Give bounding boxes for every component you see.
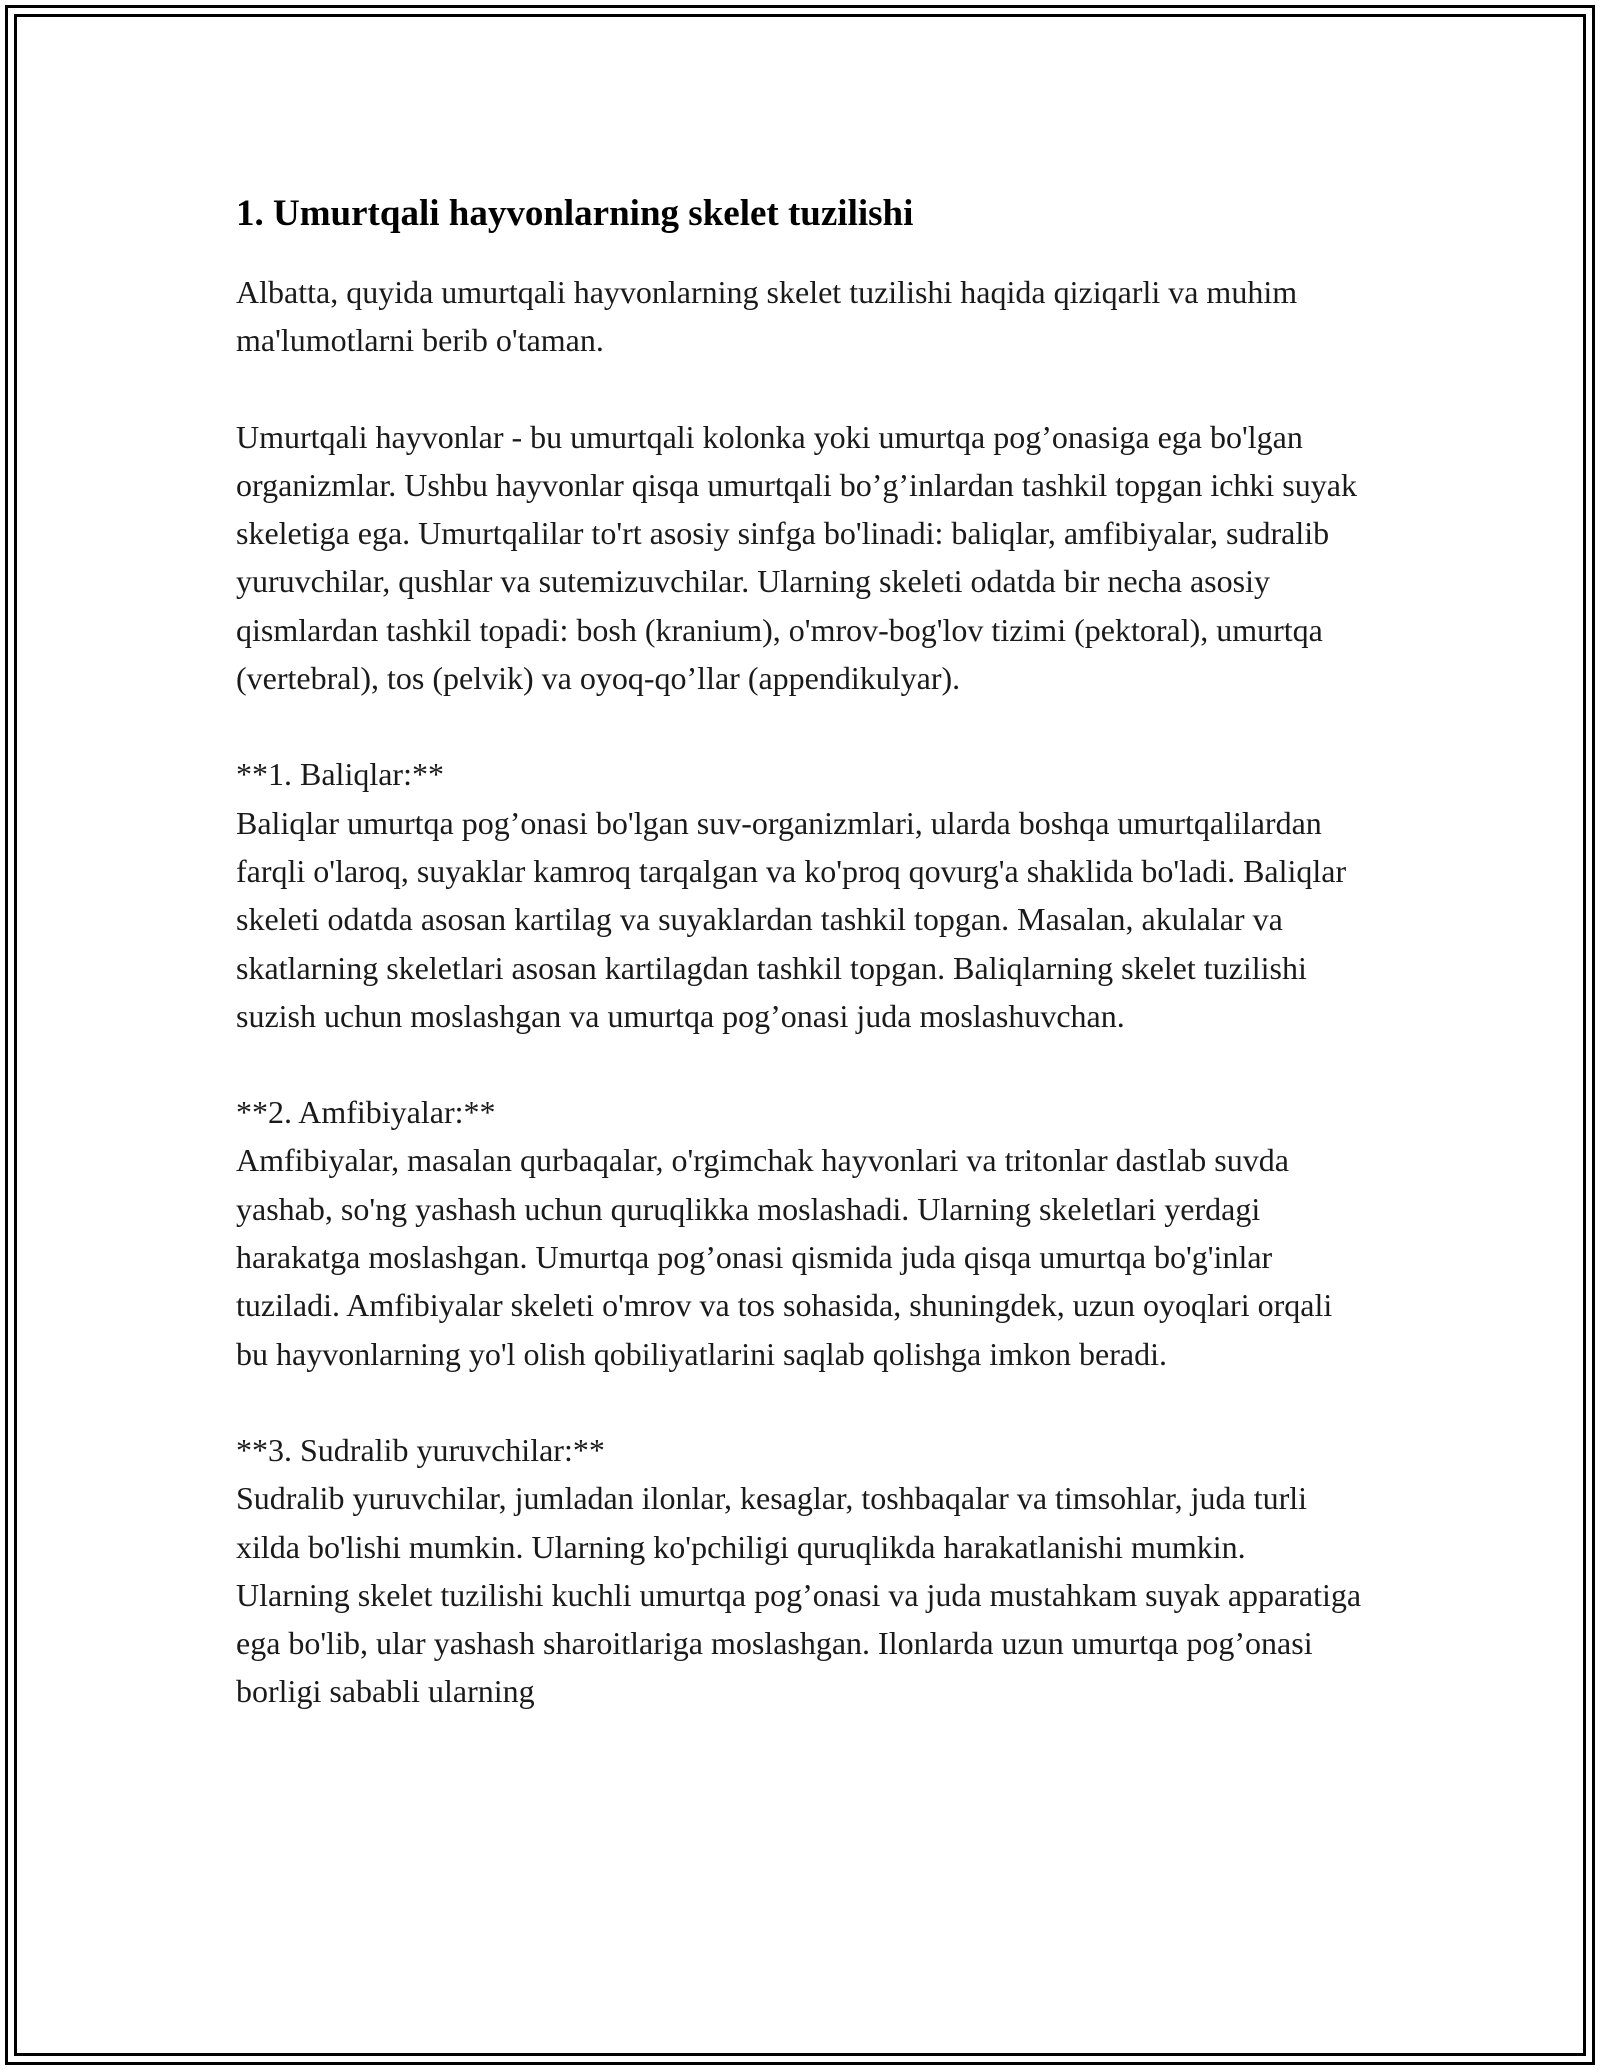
intro-paragraph: Albatta, quyida umurtqali hayvonlarning skelet tuzilishi haqida qiziqarli va muhim ma'lumotlarni berib o'taman. (236, 274, 1298, 359)
section-heading: **1. Baliqlar:** (236, 756, 444, 793)
section-reptiles (236, 1426, 1366, 1716)
section-heading: **2. Amfibiyalar:** (236, 1094, 496, 1131)
section-body: Baliqlar umurtqa pog’onasi bo'lgan suv-organizmlari, ularda boshqa umurtqalilardan farqli o'laroq, suyaklar kamroq tarqalgan va ko'proq qovurg'a shaklida bo'ladi. Baliqlar skeleti odatda asosan kartilag va suyaklardan tashkil topgan. Masalan, akulalar va skatlarning skeletlari asosan kartilagdan tashkil topgan. Baliqlarning skelet tuzilishi suzish uchun moslashgan va umurtqa pog’onasi juda moslashuvchan. (236, 804, 1347, 1034)
section-heading: **3. Sudralib yuruvchilar:** (236, 1431, 605, 1468)
document-title: 1. Umurtqali hayvonlarning skelet tuzilishi (236, 193, 914, 234)
section-body: Sudralib yuruvchilar, jumladan ilonlar, kesaglar, toshbaqalar va timsohlar, juda turli xilda bo'lishi mumkin. Ularning ko'pchiligi quruqlikda harakatlanishi mumkin. Ularning skelet tuzilishi kuchli umurtqa pog’onasi va juda mustahkam suyak apparatiga ega bo'lib, ular yashash sharoitlariga moslashgan. Ilonlarda uzun umurtqa pog’onasi borligi sababli ularning (236, 1480, 1362, 1710)
overview-paragraph: Umurtqali hayvonlar - bu umurtqali kolonka yoki umurtqa pog’onasiga ega bo'lgan organizmlar. Ushbu hayvonlar qisqa umurtqali bo’g’inlardan tashkil topgan ichki suyak skeletiga ega. Umurtqalilar to'rt asosiy sinfga bo'linadi: baliqlar, amfibiyalar, sudralib yuruvchilar, qushlar va sutemizuvchilar. Ularning skeleti odatda bir necha asosiy qismlardan tashkil topadi: bosh (kranium), o'mrov-bog'lov tizimi (pektoral), umurtqa (vertebral), tos (pelvik) va oyoq-qo’llar (appendikulyar). (236, 418, 1357, 697)
section-amphibians (236, 1088, 1366, 1378)
section-body: Amfibiyalar, masalan qurbaqalar, o'rgimchak hayvonlari va tritonlar dastlab suvda yashab, so'ng yashash uchun quruqlikka moslashadi. Ularning skeletlari yerdagi harakatga moslashgan. Umurtqa pog’onasi qismida juda qisqa umurtqa bo'g'inlar tuziladi. Amfibiyalar skeleti o'mrov va tos sohasida, shuningdek, uzun oyoqlari orqali bu hayvonlarning yo'l olish qobiliyatlarini saqlab qolishga imkon beradi. (236, 1142, 1333, 1372)
section-fish (236, 750, 1366, 1040)
document-body (236, 186, 1366, 1764)
